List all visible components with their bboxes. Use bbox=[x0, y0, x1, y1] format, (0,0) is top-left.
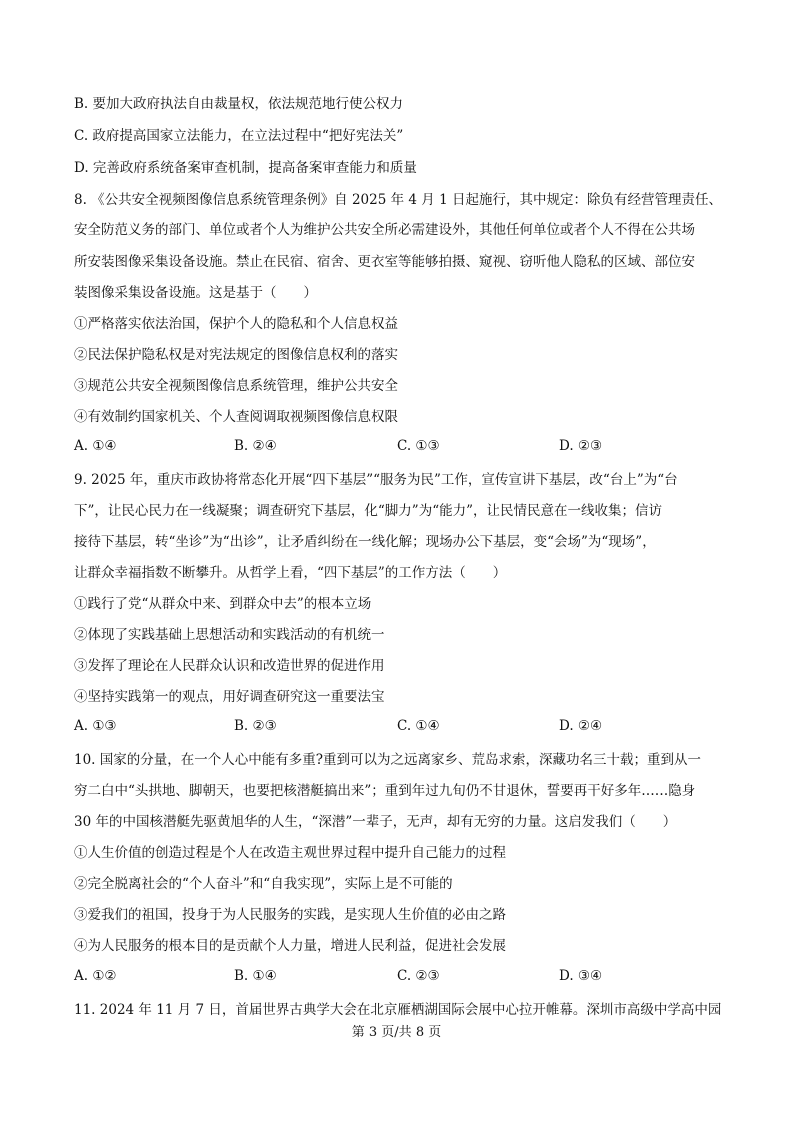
q10-statement-3: ③爱我们的祖国，投身于为人民服务的实践，是实现人生价值的必由之路 bbox=[74, 907, 506, 923]
q9-statement-3: ③发挥了理论在人民群众认识和改造世界的促进作用 bbox=[74, 658, 385, 674]
q10-choice-c: C. ②③ bbox=[397, 968, 440, 984]
q8-stem-line: 8. 《公共安全视频图像信息系统管理条例》自 2025 年 4 月 1 日起施行，其中规定：除负有经营管理责任、 bbox=[74, 192, 722, 208]
q10-choices bbox=[74, 968, 734, 988]
q8-statement-1: ①严格落实依法治国，保护个人的隐私和个人信息权益 bbox=[74, 316, 398, 332]
q8-stem-line: 所安装图像采集设备设施。禁止在民宿、宿舍、更衣室等能够拍摄、窥视、窃听他人隐私的区域、部位安 bbox=[74, 254, 695, 270]
q8-choice-c: C. ①③ bbox=[397, 438, 440, 454]
q10-statement-4: ④为人民服务的根本目的是贡献个人力量，增进人民利益，促进社会发展 bbox=[74, 938, 506, 954]
q10-stem-line: 10. 国家的分量，在一个人心中能有多重?重到可以为之远离家乡、荒岛求索，深藏功名三十载；重到从一 bbox=[74, 752, 701, 768]
q10-statement-1: ①人生价值的创造过程是个人在改造主观世界过程中提升自己能力的过程 bbox=[74, 845, 506, 861]
q9-choice-a: A. ①③ bbox=[74, 718, 117, 734]
q9-stem-line: 让群众幸福指数不断攀升。从哲学上看，“四下基层”的工作方法（ ） bbox=[74, 565, 507, 581]
q11-stem-line: 11. 2024 年 11 月 7 日，首届世界古典学大会在北京雁栖湖国际会展中心拉开帷幕。深圳市高级中学高中园 bbox=[74, 1002, 722, 1018]
q8-stem-line: 安全防范义务的部门、单位或者个人为维护公共安全所必需建设外，其他任何单位或者个人不得在公共场 bbox=[74, 222, 695, 238]
q8-choices bbox=[74, 438, 734, 458]
q10-stem-line: 30 年的中国核潜艇先驱黄旭华的人生，“深潜”一辈子，无声，却有无穷的力量。这启发我们（ ） bbox=[74, 814, 677, 830]
q9-statement-4: ④坚持实践第一的观点，用好调查研究这一重要法宝 bbox=[74, 689, 385, 705]
q7-option-c: C. 政府提高国家立法能力，在立法过程中“把好宪法关” bbox=[74, 128, 404, 144]
page-number: 第 3 页/共 8 页 bbox=[351, 1025, 442, 1040]
q9-choices bbox=[74, 718, 734, 738]
q8-statement-3: ③规范公共安全视频图像信息系统管理，维护公共安全 bbox=[74, 378, 398, 394]
q8-choice-a: A. ①④ bbox=[74, 438, 117, 454]
q9-choice-b: B. ②③ bbox=[234, 718, 277, 734]
q8-statement-4: ④有效制约国家机关、个人查阅调取视频图像信息权限 bbox=[74, 409, 398, 425]
q7-option-d: D. 完善政府系统备案审查机制，提高备案审查能力和质量 bbox=[74, 160, 417, 176]
q9-stem-line: 9. 2025 年，重庆市政协将常态化开展“四下基层”“服务为民”工作，宣传宣讲下基层，改“台上”为“台 bbox=[74, 472, 678, 488]
q9-choice-d: D. ②④ bbox=[559, 718, 603, 734]
q10-choice-a: A. ①② bbox=[74, 968, 117, 984]
q8-stem-line: 装图像采集设备设施。这是基于（ ） bbox=[74, 285, 317, 301]
q9-statement-2: ②体现了实践基础上思想活动和实践活动的有机统一 bbox=[74, 627, 385, 643]
q9-stem-line: 下”，让民心民力在一线凝聚；调查研究下基层，化“脚力”为“能力”，让民情民意在一线收集；信访 bbox=[74, 503, 663, 519]
q10-choice-d: D. ③④ bbox=[559, 968, 603, 984]
q10-statement-2: ②完全脱离社会的“个人奋斗”和“自我实现”，实际上是不可能的 bbox=[74, 876, 453, 892]
q9-statement-1: ①践行了党“从群众中来、到群众中去”的根本立场 bbox=[74, 596, 372, 612]
q7-option-b: B. 要加大政府执法自由裁量权，依法规范地行使公权力 bbox=[74, 96, 404, 112]
q9-stem-line: 接待下基层，转“坐诊”为“出诊”，让矛盾纠纷在一线化解；现场办公下基层，变“会场”为“现场”， bbox=[74, 534, 656, 550]
q9-choice-c: C. ①④ bbox=[397, 718, 440, 734]
q10-stem-line: 穷二白中“头拱地、脚朝天，也要把核潜艇搞出来”；重到年过九旬仍不甘退休，誓要再干好多年……隐身 bbox=[74, 783, 696, 799]
q8-choice-d: D. ②③ bbox=[559, 438, 603, 454]
q10-choice-b: B. ①④ bbox=[234, 968, 277, 984]
q8-statement-2: ②民法保护隐私权是对宪法规定的图像信息权利的落实 bbox=[74, 347, 398, 363]
q8-choice-b: B. ②④ bbox=[234, 438, 277, 454]
